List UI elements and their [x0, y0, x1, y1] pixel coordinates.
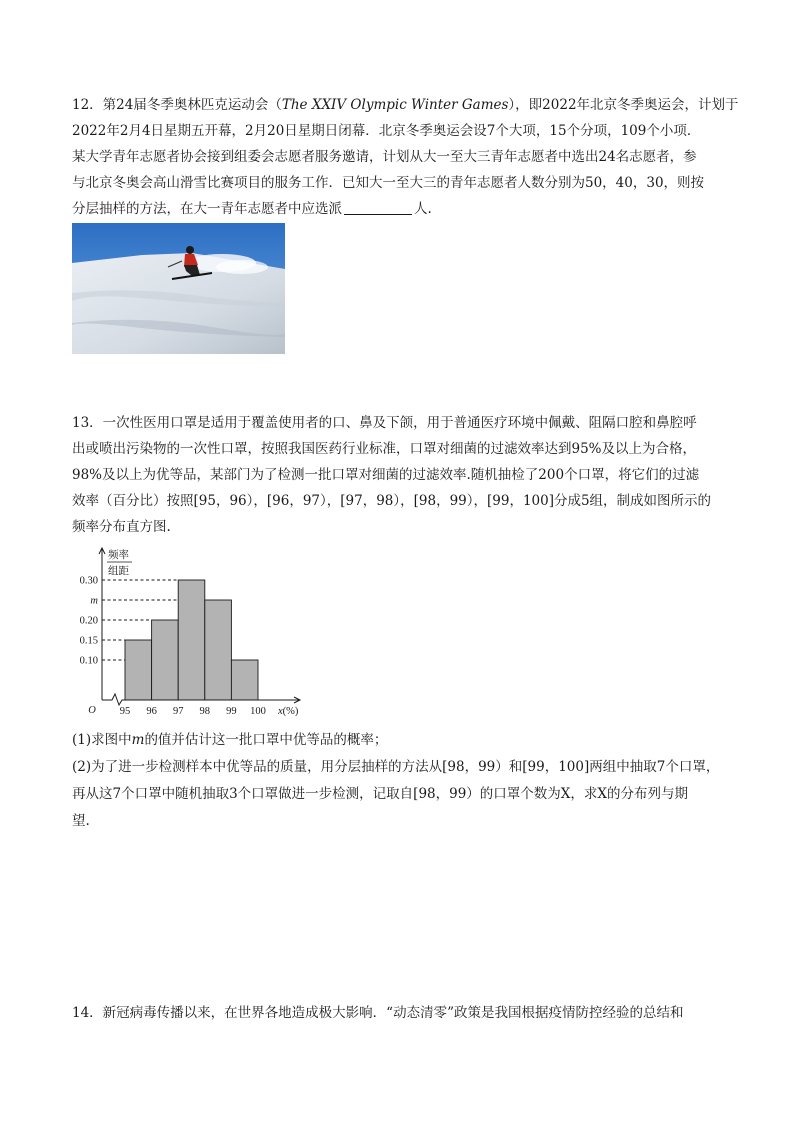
frequency-histogram — [72, 540, 312, 725]
q13-line-5: 频率分布直方图. — [72, 519, 171, 535]
y-tick-label-1: 0.15 — [79, 635, 98, 647]
bar-1 — [152, 620, 179, 700]
question-14 — [72, 1000, 728, 1026]
y-tick-label-2: 0.20 — [79, 615, 98, 627]
y-tick-label-3: m — [90, 595, 98, 607]
q13-line-1: 13．一次性医用口罩是适用于覆盖使用者的口、鼻及下颌，用于普通医疗环境中佩戴、阻隔口腔和鼻腔呼 — [72, 415, 697, 431]
y-label-bottom: 组距 — [108, 566, 129, 577]
q13-part-2-line-3: 望. — [72, 813, 90, 829]
olympic-english-title: The XXIV Olympic Winter Games — [281, 97, 509, 113]
q13-parts — [72, 727, 728, 835]
bar-2 — [178, 580, 205, 700]
q13-line-4: 效率（百分比）按照[95，96），[96，97），[97，98），[98，99），[99，100]分成5组，制成如图所示的 — [72, 493, 712, 509]
origin-label: O — [88, 705, 96, 716]
q13-part-2-line-1: (2)为了进一步检测样本中优等品的质量，用分层抽样的方法从[98，99）和[99，100]两组中抽取7个口罩， — [72, 759, 720, 775]
q12-line-4: 与北京冬奥会高山滑雪比赛项目的服务工作．已知大一至大三的青年志愿者人数分别为50，40，30，则按 — [72, 175, 705, 191]
y-label-top: 频率 — [108, 550, 129, 561]
q12-line-3: 某大学青年志愿者协会接到组委会志愿者服务邀请，计划从大一至大三青年志愿者中选出24名志愿者，参 — [72, 149, 697, 165]
q12-line-2: 2022年2月4日星期五开幕，2月20日星期日闭幕．北京冬季奥运会设7个大项，15个分项，109个小项． — [72, 123, 701, 139]
x-tick-label-0: 95 — [119, 706, 131, 717]
bar-0 — [125, 640, 152, 700]
q13-part-2-line-2: 再从这7个口罩中随机抽取3个口罩做进一步检测，记取自[98，99）的口罩个数为X，求X的分布列与期 — [72, 786, 689, 802]
x-tick-label-3: 98 — [199, 706, 211, 717]
x-tick-label-1: 96 — [146, 706, 157, 717]
bar-3 — [205, 600, 232, 700]
q12-line-5: 分层抽样的方法，在大一青年志愿者中应选派 人. — [72, 201, 432, 217]
answer-blank[interactable] — [344, 200, 412, 215]
q13-line-3: 98%及以上为优等品，某部门为了检测一批口罩对细菌的过滤效率.随机抽检了200个口罩，将它们的过滤 — [72, 467, 700, 483]
q13-part-1: (1)求图中m的值并估计这一批口罩中优等品的概率； — [72, 732, 388, 748]
q12-line-1: 12．第24届冬季奥林匹克运动会（The XXIV Olympic Winter Games），即2022年北京冬季奥运会，计划于 — [72, 97, 739, 113]
x-tick-label-4: 99 — [226, 706, 237, 717]
x-axis-label: x(%) — [278, 706, 299, 717]
q14-line-1: 14．新冠病毒传播以来，在世界各地造成极大影响．“动态清零”政策是我国根据疫情防控经验的总结和 — [72, 1005, 684, 1021]
x-tick-label-5: 100 — [250, 706, 266, 717]
y-tick-label-4: 0.30 — [79, 575, 98, 587]
question-12 — [72, 92, 739, 222]
y-tick-label-0: 0.10 — [79, 655, 98, 667]
x-tick-label-2: 97 — [172, 706, 184, 717]
bar-4 — [231, 660, 258, 700]
question-13 — [72, 410, 728, 540]
q13-line-2: 出或喷出污染物的一次性口罩，按照我国医药行业标准，口罩对细菌的过滤效率达到95%及以上为合格， — [72, 441, 697, 457]
skiing-photo — [72, 223, 285, 354]
